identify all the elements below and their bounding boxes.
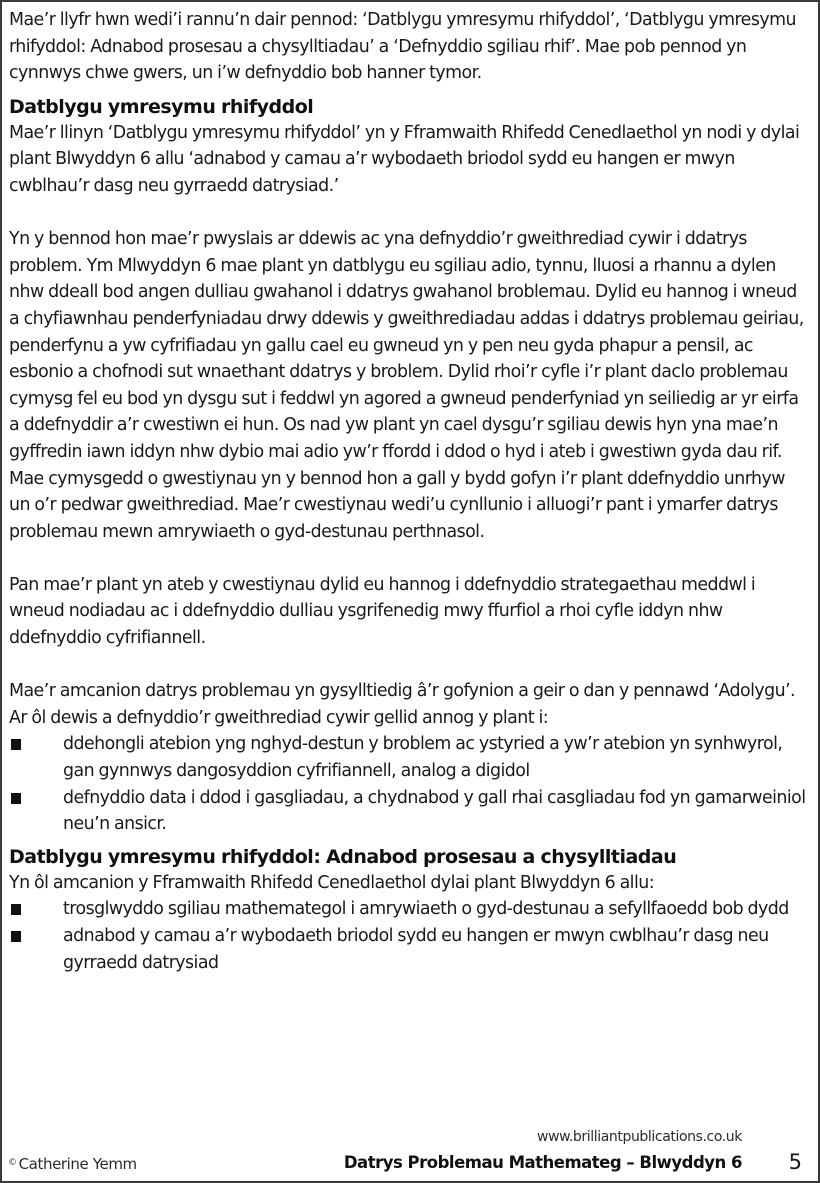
list-item — [9, 731, 809, 784]
page-content — [9, 7, 809, 976]
footer-website-link[interactable]: www.brilliantpublications.co.uk — [537, 1129, 742, 1145]
list-item — [9, 923, 809, 976]
list-item — [9, 785, 809, 838]
footer-book-title: Datrys Problemau Mathemateg – Blwyddyn 6 — [343, 1153, 742, 1172]
spacer — [9, 652, 809, 679]
spacer — [9, 545, 809, 572]
section1-paragraph-3: Pan mae’r plant yn ateb y cwestiynau dylid eu hannog i ddefnyddio strategaethau meddwl i wneud nodiadau ac i ddefnyddio dulliau ysgrifenedig mwy ffurfiol a rhoi cyfle iddyn nhw ddefnyddio cyfrifiannell. — [9, 574, 756, 649]
section-heading-datblygu: Datblygu ymresymu rhifyddol — [9, 95, 314, 118]
square-bullet-icon — [11, 793, 21, 804]
square-bullet-icon — [11, 739, 21, 750]
footer-author: Catherine Yemm — [18, 1155, 137, 1173]
section-heading-adnabod-prosesau: Datblygu ymresymu rhifyddol: Adnabod prosesau a chysylltiadau — [9, 845, 677, 868]
list-item — [9, 896, 809, 923]
section2-bullet-list — [9, 896, 809, 976]
square-bullet-icon — [11, 931, 21, 942]
spacer — [9, 200, 809, 227]
list-item-text: trosglwyddo sgiliau mathemategol i amrywiaeth o gyd-destunau a sefyllfaoedd bob dydd — [63, 899, 789, 920]
footer-copyright — [8, 1155, 137, 1173]
section1-paragraph-1: Mae’r llinyn ‘Datblygu ymresymu rhifyddol’ yn y Fframwaith Rhifedd Cenedlaethol yn nodi y dylai plant Blwyddyn 6 allu ‘adnabod y camau a’r wybodaeth briodol sydd eu hangen er mwyn cwblhau’r dasg neu gyrraedd datrysiad.’ — [9, 122, 800, 196]
copyright-symbol: © — [8, 1158, 17, 1168]
page-number: 5 — [788, 1150, 802, 1174]
list-item-text: ddehongli atebion yng nghyd-destun y broblem ac ystyried a yw’r atebion yn synhwyrol, gan gynnwys dangosyddion cyfrifiannell, analog a digidol — [63, 734, 783, 782]
section2-intro: Yn ôl amcanion y Fframwaith Rhifedd Cenedlaethol dylai plant Blwyddyn 6 allu: — [9, 872, 655, 893]
list-item-text: adnabod y camau a’r wybodaeth briodol sydd eu hangen er mwyn cwblhau’r dasg neu gyrraedd datrysiad — [63, 926, 769, 973]
intro-paragraph: Mae’r llyfr hwn wedi’i rannu’n dair pennod: ‘Datblygu ymresymu rhifyddol’, ‘Datblygu ymresymu rhifyddol: Adnabod prosesau a chysylltiadau’ a ‘Defnyddio sgiliau rhif’. Mae pob pennod yn cynnwys chwe gwers, un i’w defnyddio bob hanner tymor. — [9, 10, 796, 84]
list-item-text: defnyddio data i ddod i gasgliadau, a chydnabod y gall rhai casgliadau fod yn gamarweiniol neu’n ansicr. — [63, 787, 806, 835]
section1-paragraph-4: Mae’r amcanion datrys problemau yn gysylltiedig â’r gofynion a geir o dan y pennawd ‘Adolygu’. Ar ôl dewis a defnyddio’r gweithrediad cywir gellid annog y plant i: — [9, 681, 796, 728]
section1-paragraph-2: Yn y bennod hon mae’r pwyslais ar ddewis ac yna defnyddio’r gweithrediad cywir i ddatrys problem. Ym Mlwyddyn 6 mae plant yn datblygu eu sgiliau adio, tynnu, lluosi a rhannu a dylen nhw ddeall bod angen dulliau gwahanol i ddatrys gwahanol broblemau. Dylid eu hannog i wneud a chyfiawnhau penderfyniadau drwy ddewis y gweithrediadau addas i ddatrys problemau geiriau, penderfynu a yw cyfrifiadau yn gallu cael eu gwneud yn y pen neu gyda phapur a pensil, ac esbonio a chofnodi sut wnaethant ddatrys y broblem. Dylid rhoi’r cyfle i’r plant daclo problemau cymysg fel eu bod yn dysgu sut i feddwl yn agored a gwneud penderfyniad yn seiliedig ar yr eirfa a ddefnyddir a’r cwestiwn ei hun. Os nad yw plant yn cael dysgu’r sgiliau dewis hyn yna mae’n gyffredin iawn iddyn nhw dybio mai adio yw’r ffordd i ddod o hyd i ateb i gwestiwn gyda dau rif. Mae cymysgedd o gwestiynau yn y bennod hon a gall y bydd gofyn i’r plant ddefnyddio unrhyw un o’r pedwar gweithrediad. Mae’r cwestiynau wedi’u cynllunio i alluogi’r pant i ymarfer datrys problemau mewn amrywiaeth o gyd-destunau perthnasol. — [9, 229, 804, 542]
square-bullet-icon — [11, 904, 21, 915]
section1-bullet-list — [9, 731, 809, 837]
